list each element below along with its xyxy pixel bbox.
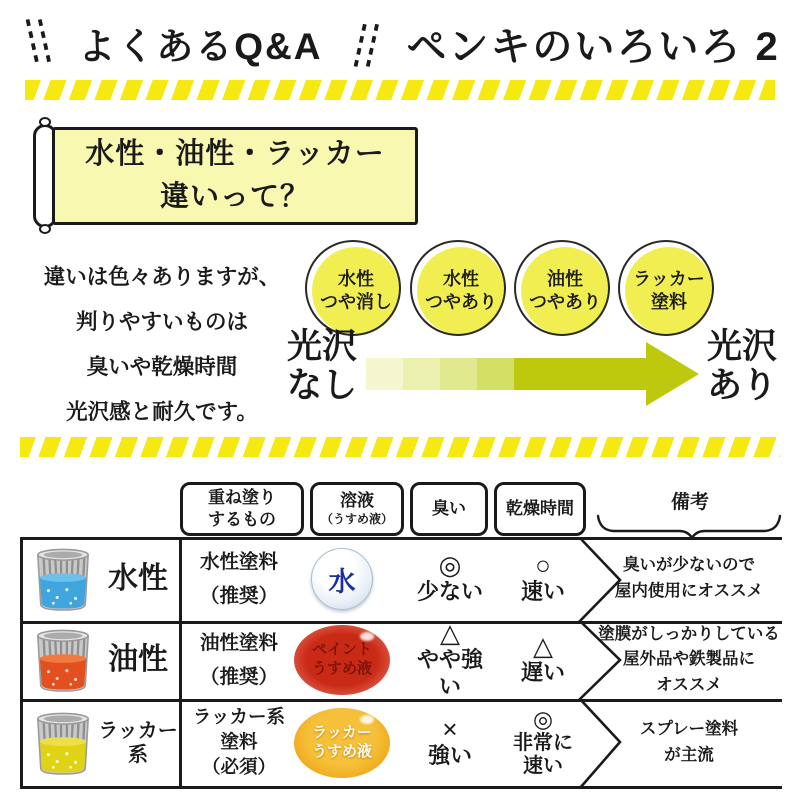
circle-label: 油性 bbox=[547, 268, 583, 289]
solvent-cell bbox=[292, 621, 392, 699]
dry-rating-symbol: ○ bbox=[535, 550, 551, 581]
recoat-cell bbox=[177, 537, 301, 621]
gloss-circle-oil-glossy bbox=[521, 247, 609, 335]
table-row-lacquer bbox=[20, 699, 782, 786]
dry-rating-label: 遅い bbox=[520, 660, 565, 686]
remarks-line: 屋内使用にオススメ bbox=[614, 582, 764, 600]
remarks-line: オススメ bbox=[656, 675, 722, 694]
row-name-line: 水性 bbox=[108, 562, 168, 595]
yellow-stripe-divider-top bbox=[25, 80, 775, 100]
intro-line: 違いは色々ありますが、 bbox=[43, 265, 281, 289]
gloss-circle-lacquer bbox=[625, 247, 713, 335]
dry-rating-label: 速い bbox=[520, 579, 565, 605]
drytime-cell bbox=[500, 621, 586, 699]
recoat-line: 水性塗料 bbox=[199, 550, 278, 573]
solvent-label: ラッカー bbox=[312, 723, 372, 741]
lacquer-thinner-blob-icon bbox=[294, 708, 390, 778]
column-header-drytime bbox=[494, 482, 586, 536]
table-border-bottom bbox=[20, 786, 782, 789]
recoat-cell bbox=[177, 621, 301, 699]
gloss-none-label bbox=[282, 327, 362, 405]
table-row-oil bbox=[20, 617, 782, 699]
smell-cell bbox=[407, 617, 493, 699]
solvent-label: 水 bbox=[328, 566, 356, 597]
remarks-line: 屋外品や鉄製品に bbox=[623, 650, 755, 669]
smell-cell bbox=[407, 699, 493, 786]
row-name-line: 油性 bbox=[108, 643, 168, 676]
smell-rating-symbol: ◎ bbox=[438, 550, 462, 581]
smell-cell bbox=[407, 537, 493, 621]
smell-rating-label: 強い bbox=[427, 742, 472, 768]
remarks-line: スプレー塗料 bbox=[639, 719, 739, 738]
header-title-right: ペンキのいろいろ 2 bbox=[406, 24, 780, 69]
row-name bbox=[88, 699, 188, 786]
solvent-label: うすめ液 bbox=[311, 742, 372, 760]
gloss-none-l1: 光沢 bbox=[286, 327, 357, 366]
page-header bbox=[0, 12, 800, 74]
recoat-line: ラッカー系 bbox=[192, 706, 286, 728]
circle-label: つや消し bbox=[320, 292, 392, 312]
gloss-full-l2: あり bbox=[706, 366, 777, 406]
gloss-circle-water-glossy bbox=[417, 247, 505, 335]
scroll-knob-top-icon bbox=[39, 117, 51, 127]
gloss-full-l1: 光沢 bbox=[706, 327, 777, 366]
dry-rating-label: 速い bbox=[523, 754, 563, 777]
circle-label: つやあり bbox=[425, 292, 497, 312]
gloss-none-l2: なし bbox=[286, 366, 357, 406]
circle-label: 水性 bbox=[443, 268, 479, 289]
recoat-line: （必須） bbox=[201, 755, 276, 777]
paint-thinner-blob-icon bbox=[294, 625, 390, 695]
column-header-recoat bbox=[180, 482, 304, 536]
recoat-line: 油性塗料 bbox=[199, 631, 278, 654]
paint-can-lacquer-icon bbox=[31, 699, 95, 786]
remarks-line: 塗膜がしっかりしている bbox=[598, 624, 780, 643]
paint-can-oil-icon bbox=[31, 621, 95, 699]
remarks-cell bbox=[594, 699, 784, 786]
intro-line: 臭いや乾燥時間 bbox=[86, 355, 238, 379]
banner-line1: 水性・油性・ラッカー bbox=[85, 137, 385, 170]
row-name-line: 系 bbox=[128, 743, 148, 766]
scroll-knob-bottom-icon bbox=[39, 224, 51, 234]
circle-label: つやあり bbox=[529, 292, 601, 312]
gloss-full-label bbox=[702, 327, 782, 405]
table-row-water bbox=[20, 537, 782, 621]
remarks-cell bbox=[594, 537, 784, 621]
solvent-label: うすめ液 bbox=[311, 660, 372, 677]
intro-line: 判りやすいものは bbox=[75, 310, 248, 334]
banner-line2: 違いって？ bbox=[159, 181, 310, 213]
circle-label: ラッカー bbox=[633, 268, 705, 289]
water-drop-icon bbox=[311, 548, 373, 610]
paint-can-water-icon bbox=[31, 537, 95, 621]
question-banner bbox=[52, 127, 418, 225]
hatch-marks-left-icon bbox=[20, 16, 52, 70]
col-head-line: 乾燥時間 bbox=[506, 498, 574, 518]
drytime-cell bbox=[500, 537, 586, 621]
smell-rating-label: 少ない bbox=[416, 579, 483, 605]
recoat-cell bbox=[177, 699, 301, 786]
solvent-cell bbox=[292, 699, 392, 786]
row-name bbox=[88, 621, 188, 699]
solvent-cell bbox=[292, 537, 392, 621]
remarks-cell bbox=[594, 621, 784, 699]
intro-line: 光沢感と耐久です。 bbox=[66, 400, 258, 424]
circle-label: 水性 bbox=[338, 268, 374, 289]
yellow-stripe-divider-middle bbox=[20, 437, 780, 457]
recoat-line: （推奨） bbox=[199, 585, 278, 607]
column-header-solvent bbox=[310, 482, 404, 536]
recoat-line: （推奨） bbox=[199, 666, 278, 688]
smell-rating-label: やや強い bbox=[416, 647, 483, 699]
drytime-cell bbox=[500, 699, 586, 786]
dry-rating-symbol: △ bbox=[533, 631, 553, 662]
remarks-line: 臭いが少ないので bbox=[623, 556, 755, 575]
smell-rating-symbol: × bbox=[442, 713, 458, 744]
column-header-remarks: 備考 bbox=[670, 492, 709, 513]
smell-rating-symbol: △ bbox=[440, 617, 460, 648]
row-name-line: ラッカー bbox=[98, 719, 178, 742]
remarks-line: が主流 bbox=[664, 745, 714, 764]
gloss-gradient-arrow bbox=[358, 338, 700, 410]
intro-text bbox=[28, 255, 296, 435]
circle-label: 塗料 bbox=[651, 292, 687, 312]
col-head-line: （うすめ液） bbox=[320, 512, 393, 527]
gloss-circle-water-matte bbox=[312, 247, 400, 335]
dry-rating-symbol: ◎ bbox=[532, 706, 554, 733]
row-name bbox=[88, 537, 188, 621]
recoat-line: 塗料 bbox=[220, 731, 258, 753]
col-head-line: するもの bbox=[208, 510, 276, 529]
col-head-line: 臭い bbox=[432, 498, 466, 518]
col-head-line: 溶液 bbox=[340, 491, 374, 511]
header-title-left: よくあるQ&A bbox=[78, 26, 323, 67]
solvent-label: ペイント bbox=[311, 641, 372, 659]
col-head-line: 重ね塗り bbox=[208, 487, 276, 507]
hatch-marks-right-icon bbox=[348, 16, 380, 70]
dry-rating-label: 非常に bbox=[513, 731, 573, 754]
column-header-smell bbox=[410, 482, 488, 536]
